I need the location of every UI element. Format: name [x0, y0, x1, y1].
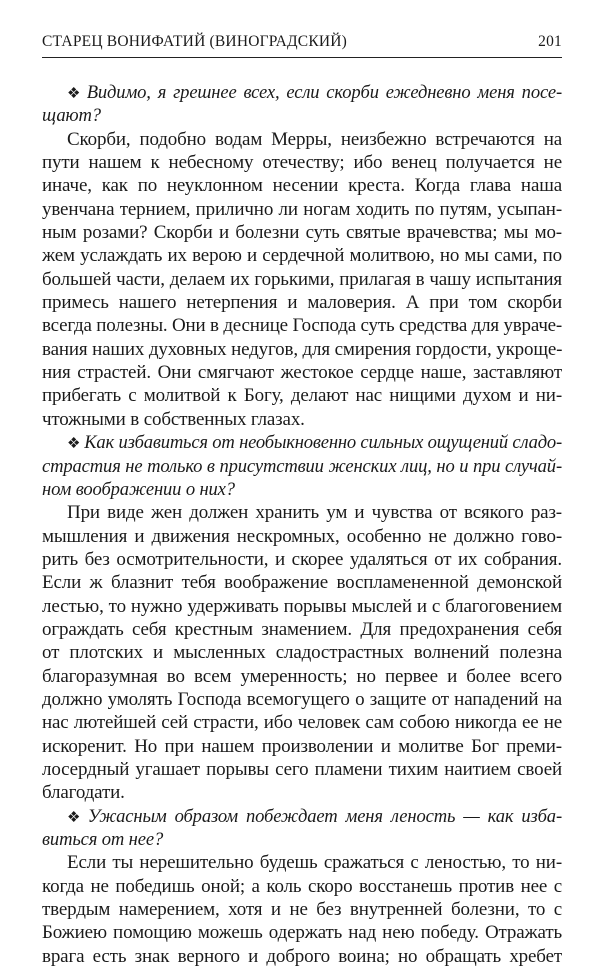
text-line — [42, 408, 562, 431]
running-title: СТАРЕЦ ВОНИФАТИЙ (ВИНОГРАДСКИЙ) — [42, 33, 348, 50]
line-text: Ужасным образом побеждает меня леность — как изба- — [87, 805, 562, 827]
text-line — [42, 921, 562, 944]
page-body — [42, 81, 562, 968]
line-text: когда не победишь оной; а коль скоро восстанешь против нее с — [42, 875, 562, 897]
line-text: искоренит. Но при нашем произволении и молитве Бог преми- — [42, 735, 562, 757]
line-text: Если ж блазнит тебя воображение воспламененной демонской — [42, 572, 562, 594]
text-line — [42, 268, 562, 291]
line-text: благоразумная во всем умеренность; но первее и более всего — [42, 665, 562, 687]
line-text: иначе, как по неуклонном несении креста. Когда глава наша — [42, 175, 562, 197]
text-line — [42, 455, 562, 478]
line-text: Божиею помощию можешь одержать над нею победу. Отражать — [42, 922, 562, 944]
line-text: нас лютейшей сей страсти, ибо человек сам собою никогда ее не — [42, 712, 562, 734]
line-text: Как избавиться от необыкновенно сильных ощущений сладо- — [84, 432, 562, 454]
page-number: 201 — [538, 33, 562, 50]
text-line — [42, 198, 562, 221]
line-text: всегда полезны. Они в деснице Господа суть средства для увраче- — [42, 315, 563, 337]
line-text: страстия не только в присутствии женских лиц, но и при случай- — [42, 455, 562, 477]
text-line — [42, 384, 562, 407]
text-line — [42, 338, 562, 361]
text-line — [42, 851, 562, 874]
diamond-bullet-icon: ❖ — [67, 86, 83, 102]
text-line — [42, 875, 562, 898]
diamond-bullet-icon: ❖ — [67, 809, 84, 826]
line-text: чтожными в собственных глазах. — [42, 408, 305, 430]
text-line — [42, 525, 562, 548]
text-line — [42, 641, 562, 664]
answer-paragraph — [42, 501, 562, 804]
text-line — [42, 735, 562, 758]
answer-paragraph — [42, 851, 562, 968]
text-line — [42, 618, 562, 641]
text-line — [42, 151, 562, 174]
text-line — [42, 945, 562, 968]
text-line — [42, 81, 562, 104]
question-paragraph — [42, 81, 562, 128]
line-text: лестью, то нужно удерживать порывы мыслей и с благоговением — [42, 595, 562, 617]
text-line — [42, 501, 562, 524]
text-line — [42, 805, 562, 828]
line-text: пути нашем к небесному отечеству; ибо венец получается не — [42, 152, 562, 174]
line-text: Скорби, подобно водам Мерры, неизбежно встречаются на — [67, 128, 562, 150]
line-text: твердым намерением, хотя и не без внутренней болезни, то с — [42, 899, 562, 921]
line-text: виться от нее? — [42, 829, 164, 850]
line-text: благодати. — [42, 782, 125, 804]
line-text: мышления и движения нескромных, особенно не должно гово- — [42, 525, 562, 547]
text-line — [42, 128, 562, 151]
line-text: увенчана тернием, прилично ли ногам ходить по путям, усыпан- — [42, 198, 562, 220]
text-line — [42, 478, 562, 501]
text-line — [42, 431, 562, 454]
line-text: от плотских и мысленных сладострастных волнений полезна — [42, 642, 562, 664]
line-text: Если ты нерешительно будешь сражаться с леностью, то ни- — [67, 852, 562, 874]
line-text: щают? — [42, 105, 101, 127]
line-text: примесь нашего нетерпения и маловерия. А при том скорби — [42, 292, 562, 314]
text-line — [42, 104, 562, 127]
text-line — [42, 361, 562, 384]
line-text: большей части, делаем их горькими, прилагая в чашу испытания — [42, 268, 562, 290]
text-line — [42, 291, 562, 314]
line-text: ограждать себя крестным знамением. Для предохранения себя — [42, 618, 562, 640]
text-line — [42, 781, 562, 804]
text-line — [42, 548, 562, 571]
text-line — [42, 828, 562, 851]
line-text: прибегать с молитвой к Богу, делают нас нищими духом и ни- — [42, 385, 562, 407]
line-text: При виде жен должен хранить ум и чувства от всякого раз- — [67, 502, 562, 524]
line-text: врага есть знак верного и доброго воина; но обращать хребет — [42, 945, 562, 967]
line-text: Видимо, я грешнее всех, если скорби ежедневно меня посе- — [86, 82, 562, 103]
diamond-bullet-icon: ❖ — [67, 436, 81, 453]
text-line — [42, 665, 562, 688]
answer-paragraph — [42, 128, 562, 431]
text-line — [42, 711, 562, 734]
text-line — [42, 758, 562, 781]
line-text: ном воображении о них? — [42, 478, 235, 500]
line-text: лосердный угашает порывы сего пламени тихим наитием своей — [42, 758, 562, 780]
text-line — [42, 244, 562, 267]
text-line — [42, 595, 562, 618]
text-line — [42, 688, 562, 711]
line-text: ния страстей. Они смягчают жестокое сердце наше, заставляют — [42, 362, 562, 384]
text-line — [42, 174, 562, 197]
line-text: жем услаждать их верою и сердечной молитвою, но мы сами, по — [42, 245, 562, 267]
question-paragraph — [42, 805, 562, 852]
line-text: должно умолять Господа всемогущего о защите от нападений на — [42, 688, 562, 710]
header-rule — [42, 57, 562, 58]
text-line — [42, 898, 562, 921]
question-paragraph — [42, 431, 562, 501]
running-header — [42, 33, 562, 55]
line-text: рить без осмотрительности, и скорее удаляться от их собрания. — [42, 548, 562, 570]
line-text: ным розами? Скорби и болезни суть святые врачевства; мы мо- — [42, 222, 562, 244]
text-line — [42, 571, 562, 594]
line-text: вания наших духовных недугов, для смирения гордости, укроще- — [42, 338, 563, 360]
text-line — [42, 221, 562, 244]
text-line — [42, 314, 562, 337]
